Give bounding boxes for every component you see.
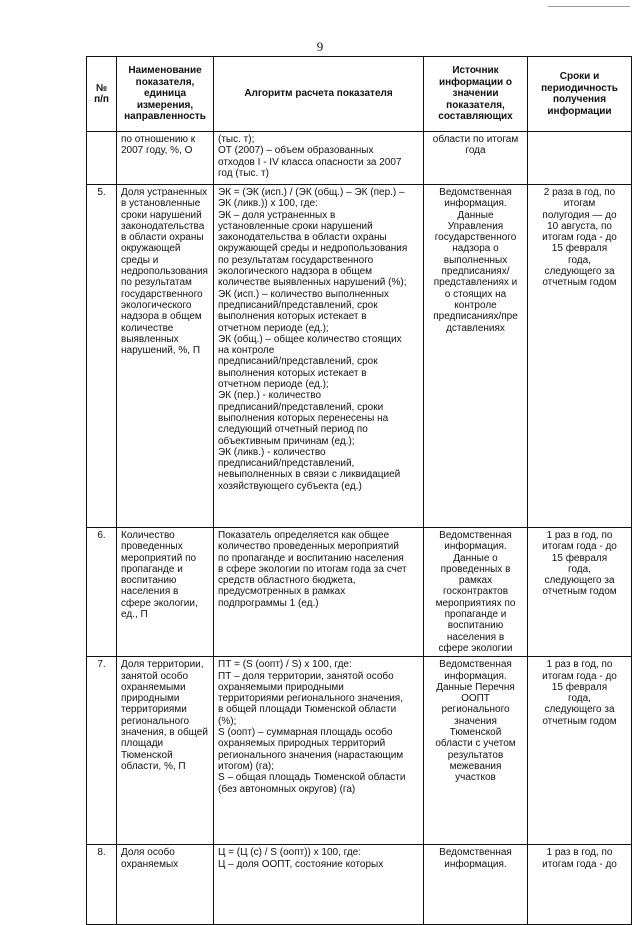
text-line: занятой особо	[121, 670, 189, 682]
text-line: охраняемыми природными	[218, 681, 344, 693]
row-num: 5.	[87, 185, 117, 528]
text-line: №	[95, 82, 108, 94]
text-line: Показатель определяется как общее	[218, 530, 390, 541]
text-line: ЭК = (ЭК (исп.) / (ЭК (общ.) – ЭК (пер.) –	[218, 187, 405, 198]
text-line: надзора в общем	[121, 311, 202, 323]
text-line: количестве выявленных нарушений (%);	[218, 277, 407, 289]
text-line: года	[465, 145, 486, 157]
row-source	[424, 132, 528, 185]
text-line: установленные сроки нарушений	[218, 220, 373, 232]
text-line: охраняемыми	[121, 681, 186, 693]
text-line: итогом) (га);	[218, 760, 275, 772]
text-line: отчетном периоде (ед.);	[218, 379, 329, 391]
text-line: о стоящих на	[444, 288, 507, 300]
text-line: количестве	[121, 322, 174, 334]
text-line: регионального значения (нарастающим	[218, 749, 404, 761]
text-line: составляющих	[438, 111, 513, 123]
page-number: 9	[316, 39, 324, 54]
row-algorithm	[214, 657, 424, 845]
row-source	[424, 845, 528, 925]
text-line: межевания	[449, 760, 502, 772]
text-line: выполнения которых перенесены на	[218, 412, 389, 424]
row-algorithm	[214, 132, 424, 185]
text-line: значении	[452, 88, 499, 100]
row-terms	[528, 132, 632, 185]
text-line: периодичность	[541, 82, 618, 94]
text-line: надзора о	[452, 243, 499, 255]
table-row	[87, 132, 632, 185]
text-line: информация.	[444, 670, 507, 682]
text-line: Ведомственная	[439, 530, 512, 541]
text-line: (без автономных округов) (га)	[218, 783, 356, 795]
text-line: Наименование	[128, 65, 202, 77]
text-line: количество проведенных мероприятий	[218, 541, 399, 553]
text-line: следующий отчетный период по	[218, 424, 368, 436]
text-line: природными	[121, 693, 180, 705]
text-line: в области охраны	[121, 232, 204, 244]
text-line: информация.	[444, 198, 507, 210]
text-line: ЭК (пер.) - количество	[218, 390, 322, 402]
text-line: отчетным годом	[542, 277, 617, 289]
text-line: предписаниях/пре	[433, 311, 518, 323]
text-line: 2 раза в год, по	[543, 187, 616, 198]
text-line: итогам года - до	[542, 541, 617, 553]
text-line: законодательства в области охраны	[218, 232, 387, 244]
text-line: единица	[143, 88, 187, 100]
header-name	[117, 57, 214, 132]
text-line: следующего за	[544, 704, 615, 716]
row-source	[424, 657, 528, 845]
row-algorithm	[214, 845, 424, 925]
header-source	[424, 57, 528, 132]
row-name	[117, 528, 214, 657]
text-line: мероприятиях по	[435, 597, 516, 609]
table-row	[87, 528, 632, 657]
text-line: проведенных в	[440, 563, 511, 575]
row-algorithm	[214, 185, 424, 528]
text-line: ед., П	[121, 609, 148, 621]
row-terms	[528, 185, 632, 528]
text-line: сфере экологии,	[121, 597, 198, 609]
text-line: ООПТ	[461, 693, 490, 705]
text-line: регионального	[121, 715, 190, 727]
row-num: 8.	[87, 845, 117, 925]
text-line: среды и	[121, 254, 159, 266]
text-line: измерения,	[136, 99, 194, 111]
text-line: площади	[121, 738, 164, 750]
text-line: года,	[568, 693, 591, 705]
text-line: 1 раз в год, по	[546, 847, 613, 859]
text-line: отходов I - IV класса опасности за 2007	[218, 156, 402, 168]
text-line: 15 февраля	[551, 243, 608, 255]
text-line: в установленные	[121, 198, 201, 210]
row-name	[117, 132, 214, 185]
text-line: значения	[454, 715, 497, 727]
text-line: ЭК (ликв.) - количество	[218, 446, 326, 458]
row-terms	[528, 528, 632, 657]
text-line: отчетным годом	[542, 715, 617, 727]
text-line: экологического надзора в общем	[218, 266, 373, 278]
top-rule	[548, 6, 630, 7]
text-line: год (тыс. т)	[218, 167, 269, 179]
text-line: итогам	[563, 198, 596, 210]
text-line: отчетном периоде (ед.);	[218, 322, 329, 334]
text-line: охраняемых	[121, 858, 179, 870]
row-num	[87, 132, 117, 185]
text-line: значения, в общей	[121, 727, 208, 739]
text-line: Алгоритм расчета показателя	[244, 88, 393, 100]
text-line: пропаганде и	[444, 609, 507, 621]
text-line: информация.	[444, 858, 507, 870]
row-name	[117, 185, 214, 528]
text-line: выявленных	[121, 333, 179, 345]
text-line: Доля устраненных	[121, 187, 208, 198]
text-line: информации о	[438, 76, 513, 88]
text-line: 10 августа, по	[547, 220, 612, 232]
text-line: Данные о	[453, 552, 498, 564]
text-line: охраняемых природных территорий	[218, 738, 386, 750]
text-line: государственного	[434, 232, 517, 244]
text-line: населения в	[121, 586, 179, 598]
text-line: предусмотренных в рамках	[218, 586, 346, 598]
text-line: области с учетом	[435, 738, 516, 750]
text-line: пропаганде и	[121, 563, 183, 575]
text-line: 2007 году, %, О	[121, 145, 193, 157]
text-line: представлениях и	[433, 277, 518, 289]
text-line: направленность	[124, 111, 206, 123]
header-algorithm	[214, 57, 424, 132]
indicator-table	[86, 56, 632, 925]
text-line: по пропаганде и воспитанию населения	[218, 552, 404, 564]
table-header-row	[87, 57, 632, 132]
text-line: предписаний/представлений, срок	[218, 356, 378, 368]
text-line: 1 раз в год, по	[546, 530, 613, 541]
text-line: выполнения которых истекает в	[218, 367, 367, 379]
text-line: сроки нарушений	[121, 209, 202, 221]
text-line: территориями регионального значения,	[218, 693, 403, 705]
text-line: воспитанию	[447, 620, 504, 632]
table-row	[87, 185, 632, 528]
text-line: сфере экологии	[438, 642, 513, 654]
text-line: ЭК – доля устраненных в	[218, 209, 336, 221]
text-line: объективным причинам (ед.);	[218, 435, 355, 447]
text-line: (%);	[218, 715, 237, 727]
text-line: Ц – доля ООПТ, состояние которых	[218, 858, 384, 870]
text-line: предписаниях/	[441, 266, 510, 278]
text-line: недропользования	[121, 266, 208, 278]
text-line: отчетным годом	[542, 586, 617, 598]
text-line: Управления	[447, 220, 504, 232]
header-num	[87, 57, 117, 132]
text-line: ПТ = (S (оопт) / S) x 100, где:	[218, 659, 352, 671]
text-line: 1 раз в год, по	[546, 659, 613, 671]
text-line: выполненных	[443, 254, 508, 266]
row-num: 7.	[87, 657, 117, 845]
row-name	[117, 845, 214, 925]
row-num: 6.	[87, 528, 117, 657]
text-line: Ц = (Ц (с) / S (оопт)) x 100, где:	[218, 847, 362, 859]
text-line: показателя,	[446, 99, 505, 111]
text-line: воспитанию	[121, 575, 177, 587]
text-line: области по итогам	[432, 134, 519, 145]
row-terms	[528, 657, 632, 845]
text-line: результатов	[447, 749, 504, 761]
text-line: по результатам	[121, 277, 192, 289]
text-line: Тюменской	[121, 749, 173, 761]
text-line: выполнения которых истекает в	[218, 311, 367, 323]
text-line: Тюменской	[449, 727, 502, 739]
text-line: S – общая площадь Тюменской области	[218, 772, 406, 784]
text-line: экологического	[121, 299, 192, 311]
row-source	[424, 185, 528, 528]
text-line: в общей площади Тюменской области	[218, 704, 397, 716]
text-line: дставлениях	[446, 322, 505, 334]
text-line: рамках	[458, 575, 493, 587]
text-line: на контроле	[218, 345, 275, 357]
text-line: проведенных	[121, 541, 183, 553]
text-line: Ведомственная	[439, 187, 512, 198]
text-line: госконтрактов	[442, 586, 509, 598]
row-source	[424, 528, 528, 657]
text-line: Доля территории,	[121, 659, 204, 671]
header-terms	[528, 57, 632, 132]
text-line: нарушений, %, П	[121, 345, 201, 357]
text-line: невыполненных в связи с ликвидацией	[218, 469, 401, 481]
text-line: территориями	[121, 704, 187, 716]
text-line: предписаний/представлений,	[218, 458, 355, 470]
text-line: Количество	[121, 530, 175, 541]
text-line: Ведомственная	[439, 659, 512, 671]
text-line: ОТ (2007) – объем образованных	[218, 145, 374, 157]
text-line: года,	[568, 254, 591, 266]
text-line: области, %, П	[121, 760, 186, 772]
text-line: итогам года - до	[542, 232, 617, 244]
text-line: итогам года - до	[542, 670, 617, 682]
text-line: окружающей среды и недропользования	[218, 243, 408, 255]
text-line: показателя,	[135, 76, 195, 88]
text-line: Сроки и	[559, 71, 600, 82]
text-line: Доля особо	[121, 847, 175, 859]
text-line: мероприятий по	[121, 552, 197, 564]
text-line: Источник	[452, 65, 499, 77]
text-line: получения	[552, 94, 607, 105]
text-line: законодательства	[121, 220, 205, 232]
text-line: следующего за	[544, 575, 615, 587]
text-line: Данные	[457, 209, 494, 221]
text-line: средств областного бюджета,	[218, 575, 356, 587]
text-line: регионального	[441, 704, 510, 716]
text-line: 15 февраля	[551, 552, 608, 564]
text-line: ЭК (исп.) – количество выполненных	[218, 288, 389, 300]
text-line: S (оопт) – суммарная площадь особо	[218, 727, 393, 739]
text-line: по отношению к	[121, 134, 196, 145]
text-line: участков	[455, 772, 496, 784]
text-line: в сфере экологии по итогам года за счет	[218, 563, 407, 575]
text-line: ЭК (ликв.)) x 100, где:	[218, 198, 318, 210]
text-line: предписаний/представлений, сроки	[218, 401, 384, 413]
table-row	[87, 845, 632, 925]
text-line: ЭК (общ.) – общее количество стоящих	[218, 333, 402, 345]
text-line: ПТ – доля территории, занятой особо	[218, 670, 394, 682]
text-line: следующего за	[544, 266, 615, 278]
text-line: окружающей	[121, 243, 181, 255]
row-terms	[528, 845, 632, 925]
text-line: Данные Перечня	[436, 681, 515, 693]
text-line: подпрограммы 1 (ед.)	[218, 597, 319, 609]
table-row	[87, 657, 632, 845]
text-line: предписаний/представлений, срок	[218, 299, 378, 311]
text-line: 15 февраля	[551, 681, 608, 693]
text-line: государственного	[121, 288, 203, 300]
text-line: года,	[568, 563, 591, 575]
text-line: информации	[547, 105, 612, 117]
row-algorithm	[214, 528, 424, 657]
text-line: п/п	[94, 94, 109, 105]
row-name	[117, 657, 214, 845]
text-line: (тыс. т);	[218, 134, 255, 145]
text-line: по результатам государственного	[218, 254, 374, 266]
text-line: итогам года - до	[542, 858, 617, 870]
text-line: контроле	[454, 299, 497, 311]
text-line: населения в	[446, 631, 505, 643]
text-line: полугодия — до	[542, 209, 617, 221]
text-line: хозяйствующего субъекта (ед.)	[218, 480, 362, 492]
text-line: Ведомственная	[439, 847, 512, 859]
text-line: информация.	[444, 541, 507, 553]
